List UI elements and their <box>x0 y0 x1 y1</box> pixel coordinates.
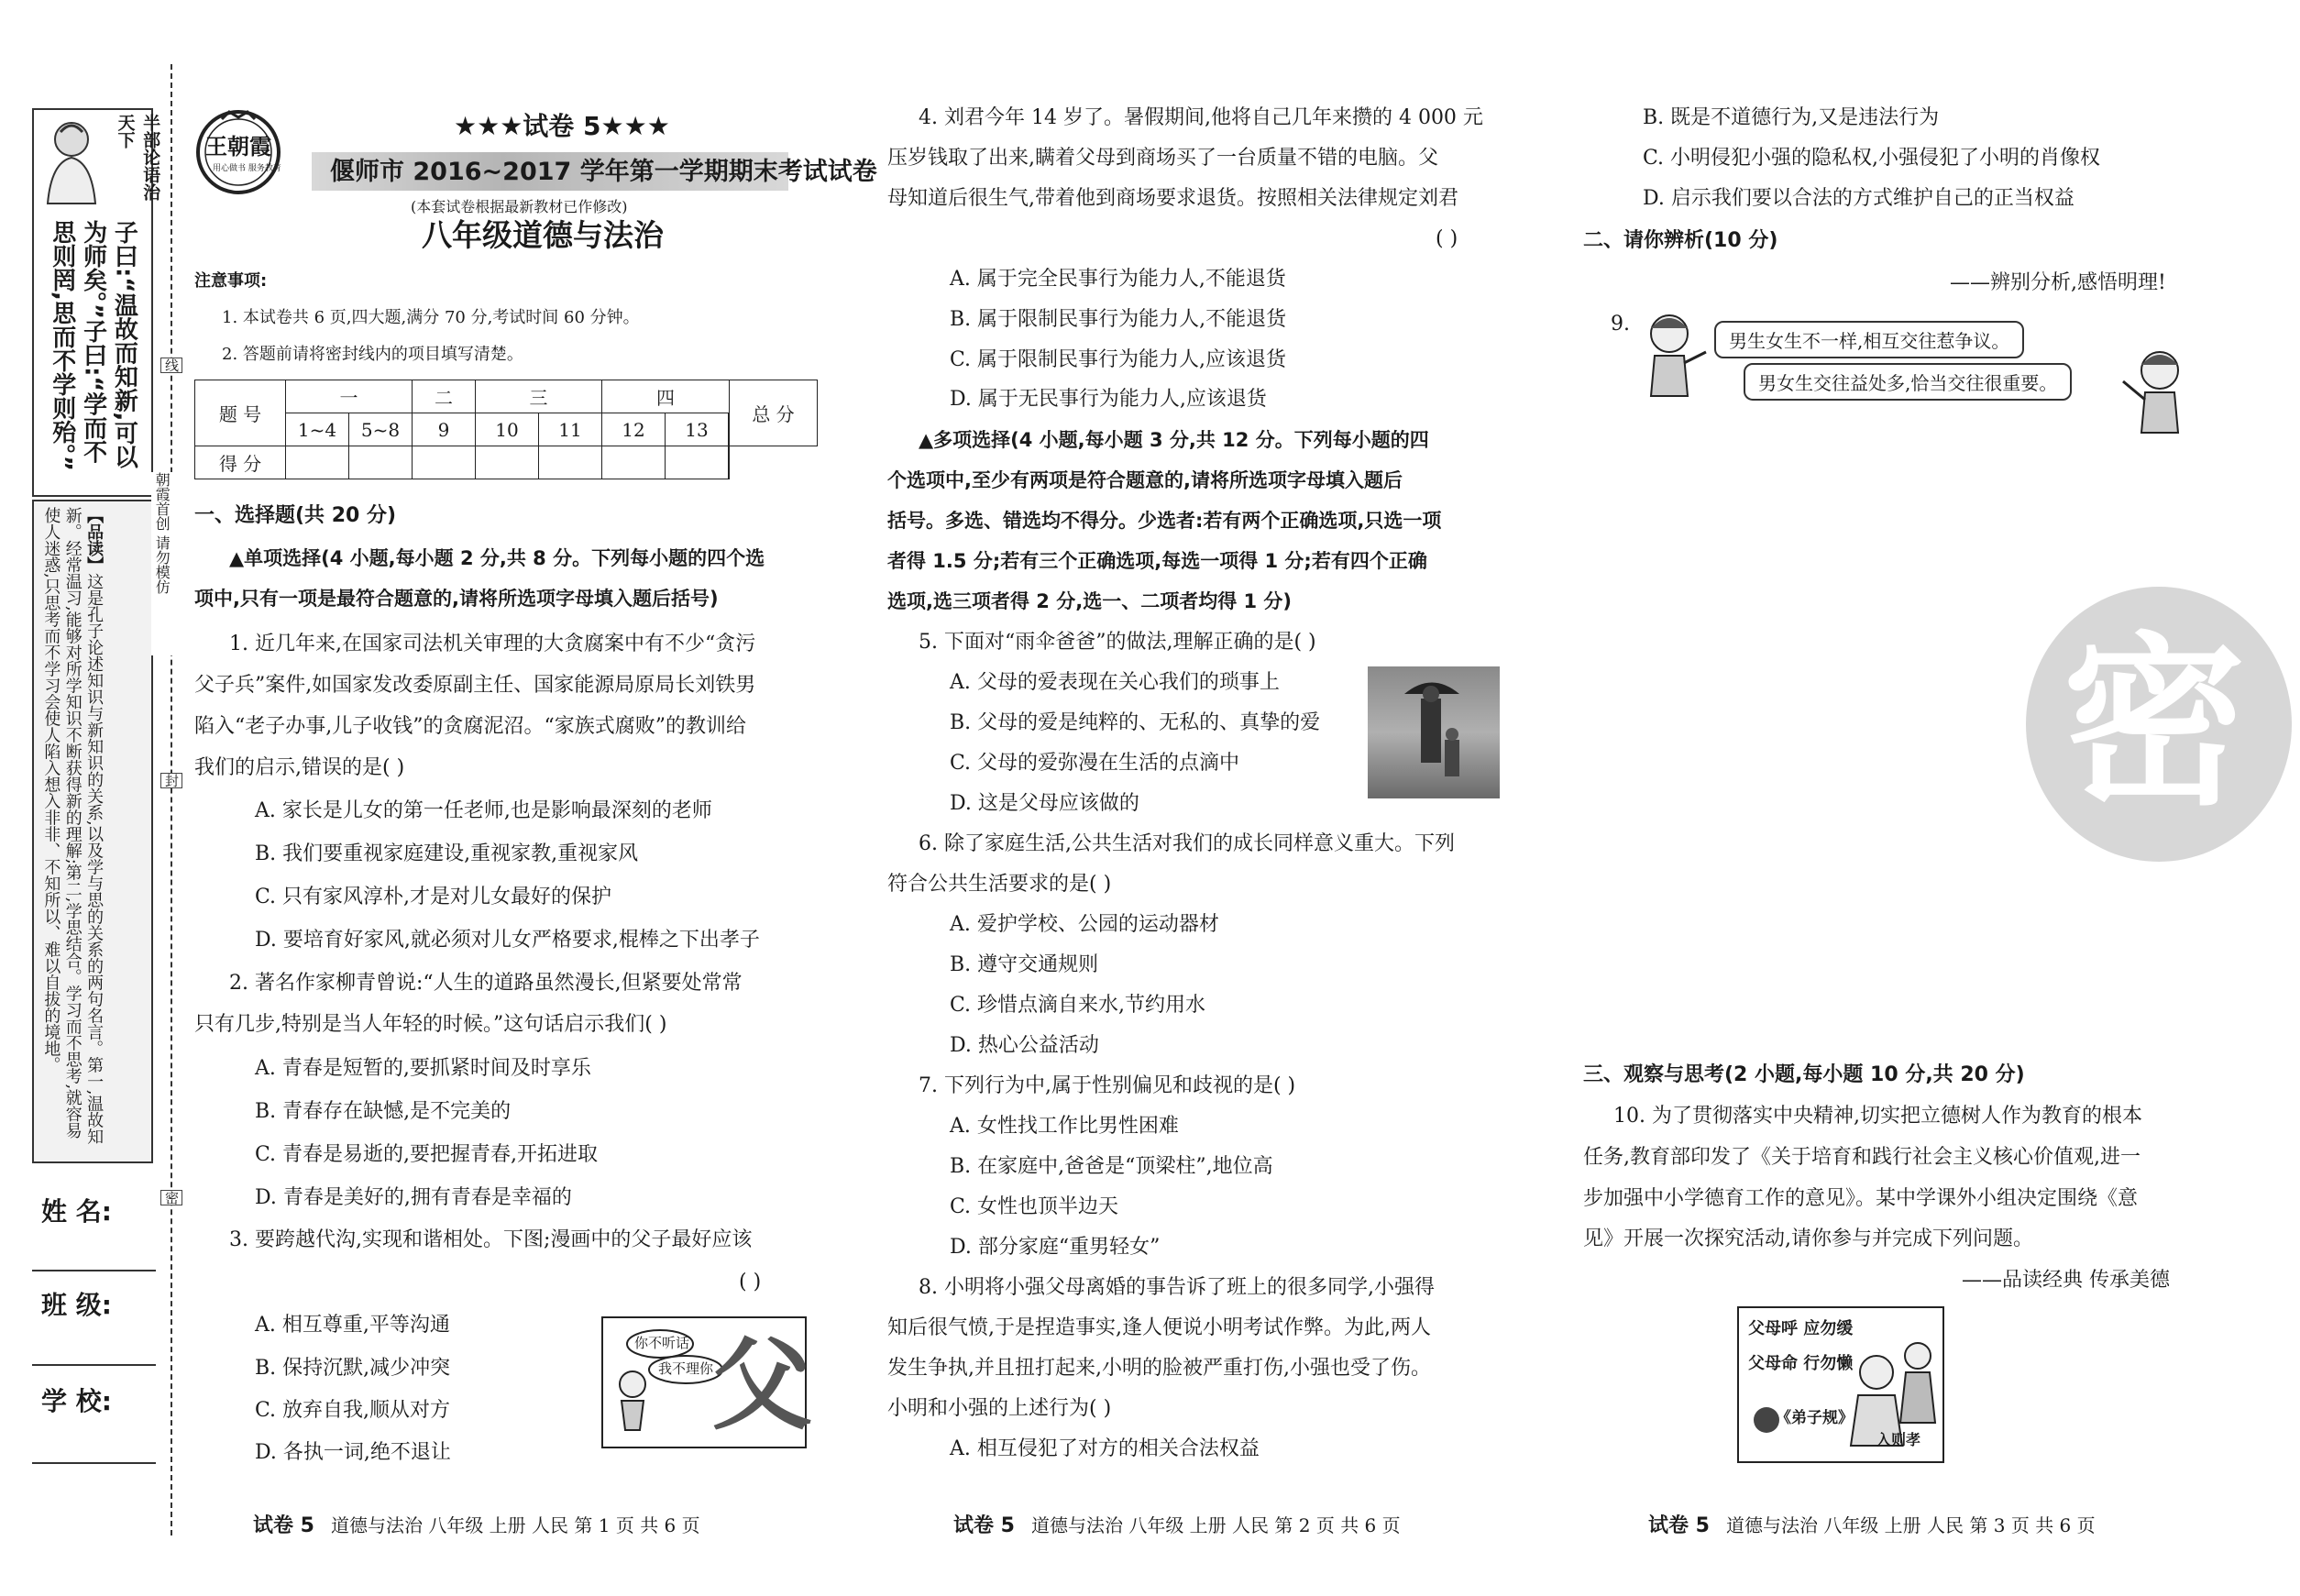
class-field[interactable] <box>32 1364 156 1366</box>
score-cell[interactable] <box>476 446 539 479</box>
section-3-title: 三、观察与思考(2 小题,每小题 10 分,共 20 分) <box>1583 1063 2025 1086</box>
reading-body: 这是孔子论述知识与新知识的关系,以及学与思的关系的两句名言。第一,温故知新。经常温习,能够对所学知识不断获得新的理解;第二,学思结合。学习而不思考,就容易使人迷惑,只思考而不学习会使人陷入想入非非、不知所以、难以自拔的境地。 <box>41 507 105 1145</box>
strip-title: 半部论语治天下 <box>115 114 161 201</box>
seal-char: 密 <box>2063 617 2247 831</box>
q5-option-c[interactable]: C. 父母的爱弥漫在生活的点滴中 <box>950 752 1240 775</box>
q10-motto: ——品读经典 传承美德 <box>1962 1269 2170 1292</box>
section-1-title: 一、选择题(共 20 分) <box>194 504 397 527</box>
q3-answer-bracket: ( ) <box>739 1271 762 1293</box>
q5-option-b[interactable]: B. 父母的爱是纯粹的、无私的、真挚的爱 <box>950 711 1321 734</box>
score-cell[interactable] <box>666 446 729 479</box>
revision-note: (本套试卷根据最新教材已作修改) <box>411 198 628 215</box>
score-section-3: 三 <box>476 380 602 413</box>
dizigui-subtitle: 入则孝 <box>1876 1431 1921 1448</box>
q5-text: 5. 下面对“雨伞爸爸”的做法,理解正确的是( ) <box>919 631 1316 654</box>
score-table <box>194 380 818 479</box>
q1-option-b[interactable]: B. 我们要重视家庭建设,重视家教,重视家风 <box>255 842 639 865</box>
multi-choice-intro: 选项,选三项者得 2 分,选一、二项者均得 1 分) <box>887 590 1293 612</box>
exam-title: 偃师市 2016~2017 学年第一学期期末考试试卷 <box>330 158 877 186</box>
score-sub: 10 <box>476 413 539 446</box>
q4-option-d[interactable]: D. 属于无民事行为能力人,应该退货 <box>950 388 1267 411</box>
score-sub: 12 <box>602 413 666 446</box>
q10-text: 见》开展一次探究活动,请你参与并完成下列问题。 <box>1583 1227 2033 1250</box>
dizigui-illustration <box>1737 1306 1944 1463</box>
q4-option-a[interactable]: A. 属于完全民事行为能力人,不能退货 <box>950 268 1286 291</box>
q4-option-c[interactable]: C. 属于限制民事行为能力人,应该退货 <box>950 348 1287 371</box>
notice-item-2: 2. 答题前请将密封线内的项目填写清楚。 <box>222 345 523 364</box>
q4-text: 压岁钱取了出来,瞒着父母到商场买了一台质量不错的电脑。父 <box>887 147 1438 170</box>
class-label: 班 级: <box>41 1290 112 1320</box>
q9-number: 9. <box>1611 313 1630 336</box>
q3-option-d[interactable]: D. 各执一词,绝不退让 <box>255 1441 451 1464</box>
cartoon-father-char: 父 <box>711 1326 812 1444</box>
q7-option-b[interactable]: B. 在家庭中,爸爸是“顶梁柱”,地位高 <box>950 1155 1273 1178</box>
q6-option-c[interactable]: C. 珍惜点滴自来水,节约用水 <box>950 994 1206 1017</box>
score-row2-label: 得 分 <box>195 446 286 479</box>
q8-option-c[interactable]: C. 小明侵犯小强的隐私权,小强侵犯了小明的肖像权 <box>1643 147 2101 170</box>
reading-text <box>40 507 105 1149</box>
q10-text: 步加强中小学德育工作的意见》。某中学课外小组决定围绕《意 <box>1583 1187 2139 1210</box>
score-row-label: 题 号 <box>195 380 286 446</box>
q8-text: 知后很气愤,于是捏造事实,逢人便说小明考试作弊。为此,两人 <box>887 1316 1431 1339</box>
seal-mark-original: 朝霞首创 请勿模仿 <box>151 472 172 655</box>
score-cell[interactable] <box>602 446 666 479</box>
page-2-footer <box>953 1510 1401 1538</box>
girl-figure-2 <box>2119 345 2193 436</box>
q4-text: 母知道后很生气,带着他到商场要求退货。按照相关法律规定刘君 <box>887 187 1458 210</box>
name-label: 姓 名: <box>41 1196 112 1227</box>
score-sub: 13 <box>666 413 729 446</box>
page-3-footer <box>1648 1510 2096 1538</box>
q9-speech-bubble-2: 男女生交往益处多,恰当交往很重要。 <box>1744 363 2072 401</box>
score-sub: 9 <box>413 413 476 446</box>
section-2-title: 二、请你辨析(10 分) <box>1583 229 1778 252</box>
cartoon-speech-1: 你不听话 <box>634 1335 690 1351</box>
footer-paper: 试卷 5 <box>253 1514 314 1537</box>
score-total-label: 总 分 <box>730 380 818 446</box>
footer-paper: 试卷 5 <box>1648 1514 1710 1537</box>
q1-text: 我们的启示,错误的是( ) <box>194 756 405 779</box>
q4-answer-bracket: ( ) <box>1436 227 1458 250</box>
father-son-cartoon <box>601 1316 812 1448</box>
q2-option-c[interactable]: C. 青春是易逝的,要把握青春,开拓进取 <box>255 1143 599 1166</box>
notice-title: 注意事项: <box>194 271 268 291</box>
multi-choice-intro: 者得 1.5 分;若有三个正确选项,每选一项得 1 分;若有四个正确 <box>887 550 1427 572</box>
q8-text: 发生争执,并且扭打起来,小明的脸被严重打伤,小强也受了伤。 <box>887 1357 1431 1380</box>
school-label: 学 校: <box>41 1386 112 1416</box>
score-sub: 11 <box>539 413 602 446</box>
q3-option-a[interactable]: A. 相互尊重,平等沟通 <box>255 1314 450 1337</box>
q2-text: 2. 著名作家柳青曾说:“人生的道路虽然漫长,但紧要处常常 <box>229 972 743 995</box>
section-2-motto: ——辨别分析,感悟明理! <box>1950 271 2166 294</box>
q8-text: 8. 小明将小强父母离婚的事告诉了班上的很多同学,小强得 <box>919 1276 1435 1299</box>
score-cell[interactable] <box>413 446 476 479</box>
q1-text: 父子兵”案件,如国家发改委原副主任、国家能源局原局长刘铁男 <box>194 674 756 697</box>
footer-text: 道德与法治 八年级 上册 人民 第 2 页 共 6 页 <box>1030 1514 1401 1536</box>
q6-option-a[interactable]: A. 爱护学校、公园的运动器材 <box>950 913 1219 936</box>
logo-text: 王朝霞 <box>205 134 271 160</box>
q7-option-d[interactable]: D. 部分家庭“重男轻女” <box>950 1236 1161 1259</box>
single-choice-intro: ▲单项选择(4 小题,每小题 2 分,共 8 分。下列每小题的四个选 <box>229 547 765 569</box>
q4-option-b[interactable]: B. 属于限制民事行为能力人,不能退货 <box>950 308 1287 331</box>
q8-option-d[interactable]: D. 启示我们要以合法的方式维护自己的正当权益 <box>1643 187 2074 210</box>
reading-label: 【品读】 <box>84 507 105 573</box>
q2-option-a[interactable]: A. 青春是短暂的,要抓紧时间及时享乐 <box>255 1057 591 1080</box>
q6-text: 符合公共生活要求的是( ) <box>887 873 1112 896</box>
seal-mark-mi: 密 <box>160 1190 182 1205</box>
q8-option-a[interactable]: A. 相互侵犯了对方的相关合法权益 <box>950 1437 1260 1460</box>
dizigui-book-title: 《弟子规》 <box>1776 1409 1854 1427</box>
score-total-cell[interactable] <box>729 446 730 479</box>
girl-figure <box>1636 308 1710 400</box>
logo-subtitle: 用心做书 服务教育 <box>213 164 281 173</box>
footer-text: 道德与法治 八年级 上册 人民 第 1 页 共 6 页 <box>330 1514 700 1536</box>
single-choice-intro: 项中,只有一项是最符合题意的,请将所选项字母填入题后括号) <box>194 588 719 610</box>
score-cell[interactable] <box>539 446 602 479</box>
seal-mark-feng: 封 <box>160 773 182 788</box>
q6-option-b[interactable]: B. 遵守交通规则 <box>950 953 1099 976</box>
umbrella-father-photo <box>1368 666 1500 798</box>
q6-option-d[interactable]: D. 热心公益活动 <box>950 1034 1099 1057</box>
q5-option-a[interactable]: A. 父母的爱表现在关心我们的琐事上 <box>950 671 1280 694</box>
q5-option-d[interactable]: D. 这是父母应该做的 <box>950 792 1139 815</box>
q2-option-d[interactable]: D. 青春是美好的,拥有青春是幸福的 <box>255 1186 572 1209</box>
q8-option-b[interactable]: B. 既是不道德行为,又是违法行为 <box>1643 106 1940 129</box>
score-cell[interactable] <box>349 446 413 479</box>
q7-option-c[interactable]: C. 女性也顶半边天 <box>950 1195 1119 1218</box>
score-section-2: 二 <box>413 380 476 413</box>
q1-option-c[interactable]: C. 只有家风淳朴,才是对儿女最好的保护 <box>255 886 612 908</box>
confucius-quote: 子曰:“温故而知新,可以为师矣。”子曰:“学而不思则罔,思而不学则殆。” <box>48 220 138 471</box>
score-section-4: 四 <box>602 380 730 413</box>
score-sub: 1~4 <box>286 413 349 446</box>
notice-item-1: 1. 本试卷共 6 页,四大题,满分 70 分,考试时间 60 分钟。 <box>222 308 640 327</box>
seal-line <box>171 64 172 1535</box>
q3-option-c[interactable]: C. 放弃自我,顺从对方 <box>255 1399 451 1422</box>
secret-seal <box>2026 587 2292 862</box>
q9-speech-bubble-1: 男生女生不一样,相互交往惹争议。 <box>1714 321 2024 358</box>
q3-option-b[interactable]: B. 保持沉默,减少冲突 <box>255 1357 451 1380</box>
q1-option-d[interactable]: D. 要培育好家风,就必须对儿女严格要求,棍棒之下出孝子 <box>255 929 760 952</box>
q6-text: 6. 除了家庭生活,公共生活对我们的成长同样意义重大。下列 <box>919 832 1455 855</box>
q8-text: 小明和小强的上述行为( ) <box>887 1397 1112 1420</box>
q1-option-a[interactable]: A. 家长是儿女的第一任老师,也是影响最深刻的老师 <box>255 799 712 822</box>
dizigui-line-1: 父母呼 应勿缓 <box>1748 1319 1854 1338</box>
score-cell[interactable] <box>286 446 349 479</box>
q10-text: 10. 为了贯彻落实中央精神,切实把立德树人作为教育的根本 <box>1613 1105 2142 1128</box>
multi-choice-intro: 括号。多选、错选均不得分。少选者:若有两个正确选项,只选一项 <box>887 510 1442 532</box>
confucius-figure <box>35 112 108 208</box>
footer-paper: 试卷 5 <box>953 1514 1015 1537</box>
q4-text: 4. 刘君今年 14 岁了。暑假期间,他将自己几年来攒的 4 000 元 <box>919 106 1483 129</box>
multi-choice-intro: ▲多项选择(4 小题,每小题 3 分,共 12 分。下列每小题的四 <box>919 429 1429 451</box>
q2-option-b[interactable]: B. 青春存在缺憾,是不完美的 <box>255 1100 512 1123</box>
q7-option-a[interactable]: A. 女性找工作比男性困难 <box>950 1115 1179 1138</box>
q1-text: 1. 近几年来,在国家司法机关审理的大贪腐案中有不少“贪污 <box>229 633 756 655</box>
score-sub: 5~8 <box>349 413 413 446</box>
q2-text: 只有几步,特别是当人年轻的时候。”这句话启示我们( ) <box>194 1013 667 1036</box>
q1-text: 陷入“老子办事,儿子收钱”的贪腐泥沼。“家族式腐败”的教训给 <box>194 715 746 738</box>
cartoon-speech-2: 我不理你 <box>658 1360 714 1377</box>
q10-text: 任务,教育部印发了《关于培育和践行社会主义核心价值观,进一 <box>1583 1146 2140 1169</box>
subject-title: 八年级道德与法治 <box>422 217 664 253</box>
score-section-1: 一 <box>286 380 413 413</box>
q3-text: 3. 要跨越代沟,实现和谐相处。下图;漫画中的父子最好应该 <box>229 1228 753 1251</box>
name-field[interactable] <box>32 1270 156 1271</box>
paper-number: ★★★试卷 5★★★ <box>454 111 670 141</box>
footer-text: 道德与法治 八年级 上册 人民 第 3 页 共 6 页 <box>1725 1514 2096 1536</box>
q7-text: 7. 下列行为中,属于性别偏见和歧视的是( ) <box>919 1074 1296 1097</box>
dizigui-line-2: 父母命 行勿懒 <box>1748 1354 1854 1373</box>
page-1-footer <box>253 1510 700 1538</box>
multi-choice-intro: 个选项中,至少有两项是符合题意的,请将所选项字母填入题后 <box>887 469 1403 491</box>
seal-mark-xian: 线 <box>160 358 182 373</box>
school-field[interactable] <box>32 1462 156 1464</box>
